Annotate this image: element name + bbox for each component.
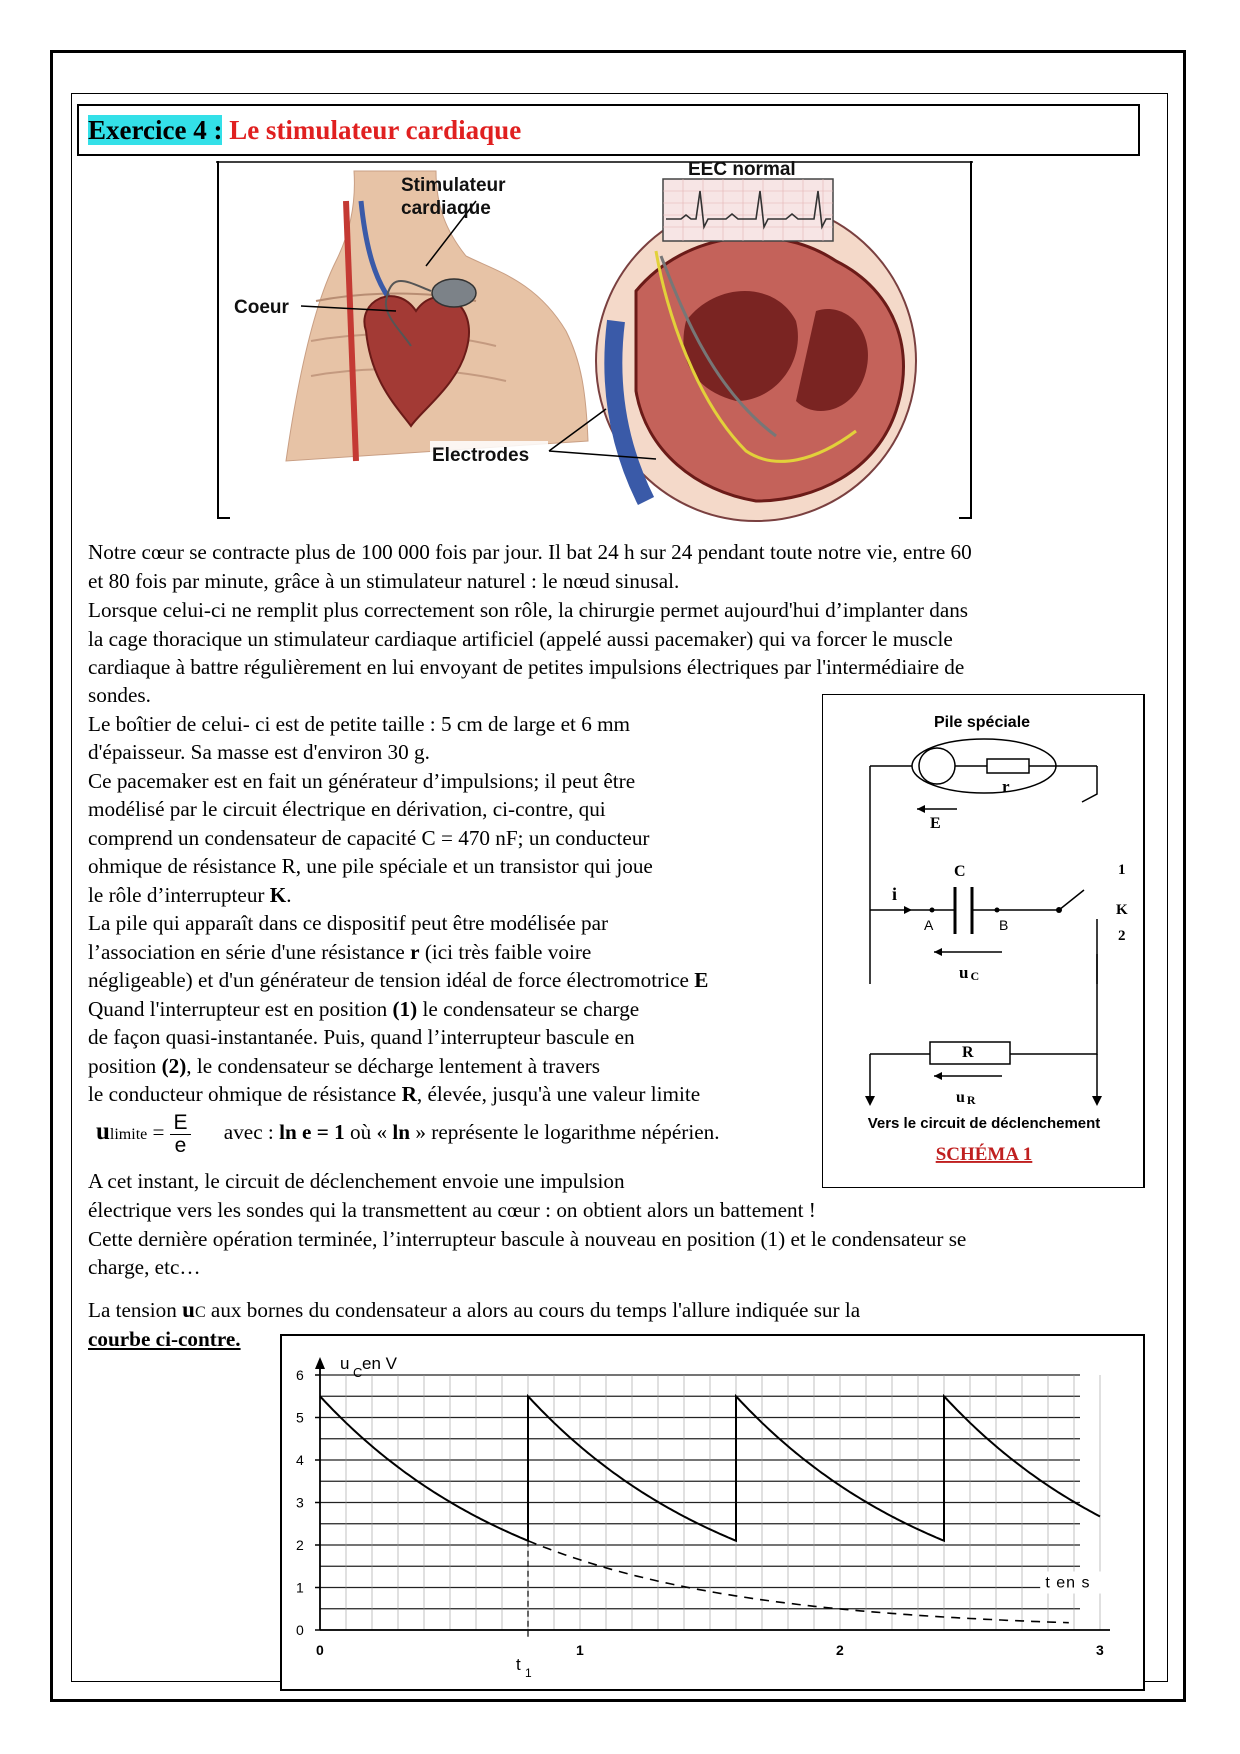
r-label: r (1002, 777, 1010, 796)
label-eec: EEC normal (688, 161, 796, 180)
x-tick-label: 3 (1096, 1642, 1104, 1658)
body-line: d'épaisseur. Sa masse est d'environ 30 g. (88, 740, 430, 764)
body-line: Cette dernière opération terminée, l’interrupteur bascule à nouveau en position (1) et le condensateur se (88, 1227, 967, 1251)
formula-line: ulimite = $\frac{E}{e}$ avec : ln e = 1 où « ln » représente le logarithme népérien. (96, 1110, 720, 1157)
y-axis-unit-label: en V (362, 1354, 397, 1373)
y-tick-label: 6 (296, 1367, 304, 1383)
body-line: et 80 fois par minute, grâce à un stimulateur naturel : le nœud sinusal. (88, 569, 680, 593)
body-line: La tension uC aux bornes du condensateur a alors au cours du temps l'allure indiquée sur la (88, 1297, 861, 1322)
body-line: charge, etc… (88, 1255, 201, 1279)
body-line: le rôle d’interrupteur K. (88, 883, 292, 907)
B-label: B (999, 917, 1009, 933)
circuit-schema (822, 694, 1148, 1188)
label-coeur: Coeur (234, 297, 289, 318)
uc-chart (280, 1334, 1145, 1691)
body-line: position (2), le condensateur se décharge lentement à travers (88, 1054, 601, 1078)
exercise-name: Le stimulateur cardiaque (229, 115, 522, 145)
body-line: électrique vers les sondes qui la transmettent au cœur : on obtient alors un battement ! (88, 1198, 816, 1222)
schema-caption: SCHÉMA 1 (935, 1144, 1033, 1165)
body-line: le conducteur ohmique de résistance R, élevée, jusqu'à une valeur limite (88, 1082, 701, 1106)
C-label: C (954, 863, 966, 880)
t1-sub-label: 1 (525, 1666, 532, 1680)
trigger-label: Vers le circuit de déclenchement (867, 1115, 1101, 1132)
uc-label: u C (959, 963, 980, 983)
body-line: Notre cœur se contracte plus de 100 000 fois par jour. Il bat 24 h sur 24 pendant toute notre vie, entre 60 (88, 540, 972, 564)
y-tick-label: 1 (296, 1579, 304, 1596)
y-axis-sub-label: C (353, 1365, 363, 1380)
uR-label: u R (956, 1089, 976, 1107)
pos1-label: 1 (1118, 862, 1126, 878)
t1-label: t (516, 1655, 521, 1674)
i-label: i (892, 884, 898, 904)
pos2-label: 2 (1118, 928, 1126, 944)
body-line: ohmique de résistance R, une pile spéciale et un transistor qui joue (88, 854, 653, 878)
body-line: Quand l'interrupteur est en position (1) le condensateur se charge (88, 997, 640, 1021)
formula-u: u (96, 1118, 110, 1145)
body-line: cardiaque à battre régulièrement en lui envoyant de petites impulsions électriques par l'intermédiaire de (88, 655, 965, 679)
body-line: Ce pacemaker est en fait un générateur d’impulsions; il peut être (88, 769, 636, 793)
body-line: l’association en série d'une résistance r (ici très faible voire (88, 940, 592, 964)
exercise-number: Exercice 4 : (88, 115, 223, 145)
x-tick-label: 2 (836, 1642, 844, 1658)
y-tick-label: 3 (296, 1494, 304, 1511)
y-tick-label: 0 (296, 1622, 304, 1638)
E-label: E (930, 815, 941, 832)
x-tick-label: 1 (576, 1642, 584, 1658)
pacemaker-illustration (216, 161, 973, 523)
label-stimulateur-1: Stimulateur (401, 175, 506, 196)
body-line: négligeable) et d'un générateur de tension idéal de force électromotrice E (88, 968, 709, 992)
y-tick-label: 2 (296, 1537, 304, 1553)
K-label: K (1116, 902, 1128, 918)
formula-fraction: $\frac{E}{e}$ (170, 1112, 190, 1157)
curve-link[interactable]: courbe ci-contre. (88, 1327, 241, 1351)
A-label: A (924, 917, 934, 933)
pile-label: Pile spéciale (933, 714, 1031, 731)
body-line: modélisé par le circuit électrique en dérivation, ci-contre, qui (88, 797, 606, 821)
label-stimulateur-2: cardiaque (401, 198, 491, 219)
label-electrodes: Electrodes (432, 445, 530, 466)
body-line: A cet instant, le circuit de déclenchement envoie une impulsion (88, 1169, 625, 1193)
y-tick-label: 5 (296, 1409, 304, 1426)
body-line: La pile qui apparaît dans ce dispositif peut être modélisée par (88, 911, 609, 935)
formula-sub: limite (109, 1126, 148, 1143)
body-line: la cage thoracique un stimulateur cardiaque artificiel (appelé aussi pacemaker) qui va forcer le muscle (88, 627, 953, 651)
body-line: de façon quasi-instantanée. Puis, quand l’interrupteur bascule en (88, 1025, 635, 1049)
body-line: comprend un condensateur de capacité C = 470 nF; un conducteur (88, 826, 650, 850)
y-axis-label: u (340, 1354, 350, 1373)
x-tick-label: 0 (316, 1642, 324, 1658)
body-line: sondes. (88, 683, 151, 707)
exercise-title (88, 115, 521, 146)
x-axis-label: t en s (1045, 1574, 1091, 1592)
body-line: Lorsque celui-ci ne remplit plus correctement son rôle, la chirurgie permet aujourd'hui d’implanter dans (88, 598, 969, 622)
y-tick-label: 4 (296, 1452, 304, 1468)
body-line: Le boîtier de celui- ci est de petite taille : 5 cm de large et 6 mm (88, 712, 631, 736)
R-label: R (962, 1044, 974, 1061)
